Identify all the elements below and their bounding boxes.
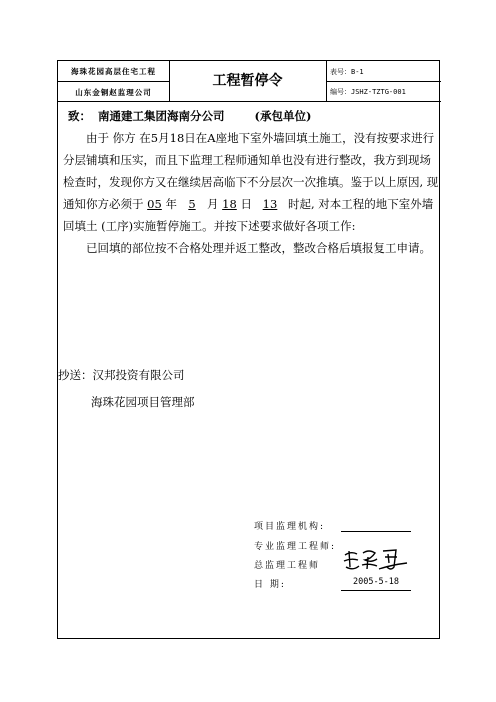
date-value: 2005-5-18	[352, 577, 400, 587]
supervisor-company: 山东金铜赵监理公司	[75, 88, 152, 97]
copy-to	[58, 367, 185, 383]
copy-to-label: 抄送：	[58, 368, 93, 382]
agency-signature-line	[341, 531, 411, 532]
stop-year: 05	[147, 197, 162, 211]
serial-number: 编号：JSHZ-TZTG-001	[330, 88, 406, 96]
notice-body	[63, 127, 439, 259]
recipient-role: (承包单位)	[254, 109, 312, 123]
stop-hour: 13	[262, 197, 278, 211]
recipient-label: 致：	[68, 109, 91, 123]
notice-paragraph-2: 已回填的部位按不合格处理并返工整改，整改合格后填报复工申请。	[86, 241, 431, 255]
table-number: 表号：B-1	[330, 68, 364, 76]
recipient-name: 南通建工集团海南分公司	[98, 109, 225, 123]
stop-day: 18	[222, 197, 237, 211]
document-frame	[57, 60, 440, 639]
date-label: 日 期:	[254, 580, 286, 590]
handwritten-signature	[341, 545, 411, 575]
recipient-line	[68, 108, 311, 124]
agency-label: 项目监理机构:	[254, 522, 326, 532]
copy-to-recipient-1: 汉邦投资有限公司	[92, 368, 185, 382]
stop-month: 5	[188, 197, 196, 211]
chief-engineer-label: 总监理工程师	[254, 561, 321, 571]
date-line	[341, 590, 411, 591]
notice-paragraph-1: 由于 你方 在5月18日在A座地下室外墙回填土施工，没有按要求进行分层铺填和压实，而且下监理工程师通知单也没有进行整改，我方到现场检查时，发现你方又在继续居高临下不分层次一次推填。鉴于以上原因, 现通知你方必须于 05 年 5 月 18 日 13 时起, 对本工程的地下室外墙回填土 (工序)实施暂停施工。并按下述要求做好各项工作:	[63, 131, 439, 233]
copy-to-recipient-2: 海珠花园项目管理部	[91, 395, 195, 409]
project-name: 海珠花园高层住宅工程	[71, 67, 156, 76]
engineer-label: 专业监理工程师:	[254, 542, 337, 552]
document-title: 工程暂停令	[212, 73, 283, 89]
